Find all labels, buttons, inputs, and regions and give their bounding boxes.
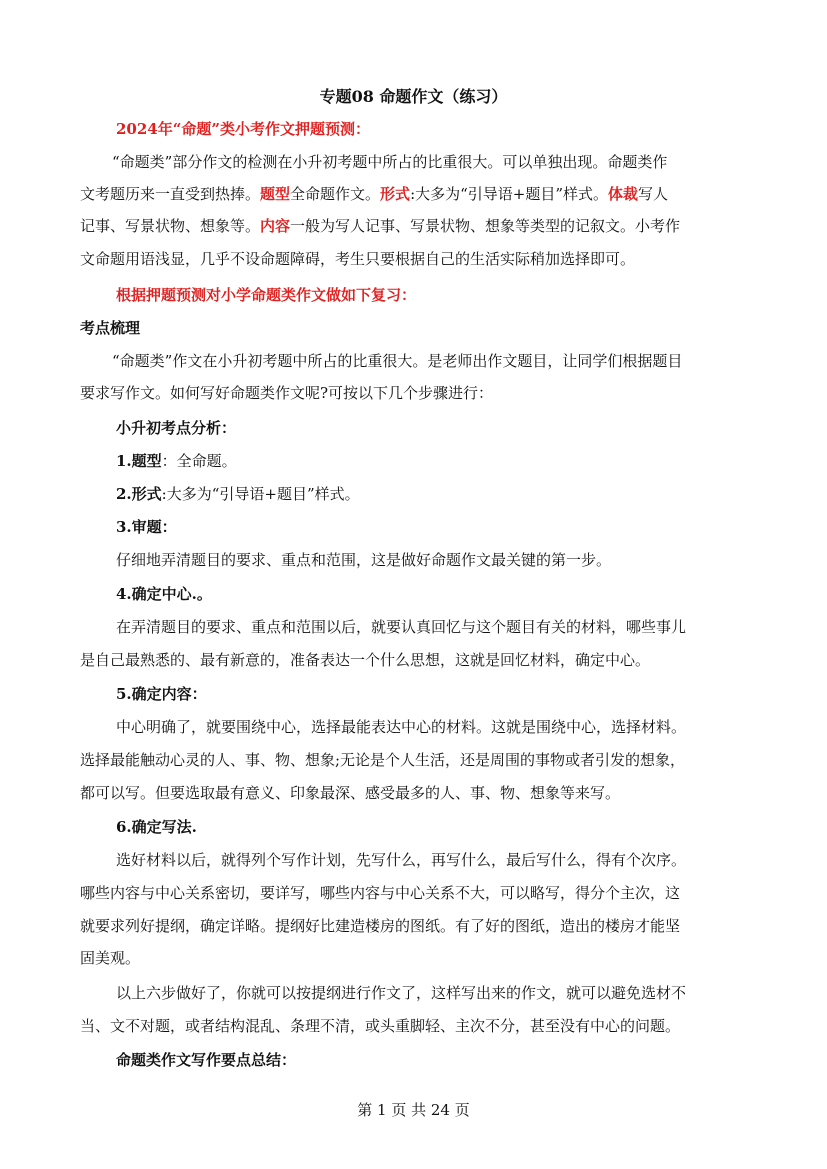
item-2: 2.形式:大多为“引导语+题目”样式。 [116,485,360,503]
section-para-line-2: 要求写作文。如何写好命题类作文呢?可按以下几个步骤进行： [80,384,494,402]
summary-line-1: 以上六步做好了，你就可以按提纲进行作文了，这样写出来的作文，就可以避免选材不 [116,984,687,1002]
item-4-label: 4.确定中心.。 [116,585,212,603]
item-5-line-1: 中心明确了，就要围绕中心，选择最能表达中心的材料。这就是围绕中心，选择材料。 [116,718,687,736]
item-6-line-4: 固美观。 [80,949,141,967]
section-heading: 考点梳理 [80,319,141,337]
prediction-heading: 2024年“命题”类小考作文押题预测： [116,120,371,138]
item-6-line-2: 哪些内容与中心关系密切，要详写，哪些内容与中心关系不大，可以略写，得分个主次，这 [80,884,681,902]
analysis-heading: 小升初考点分析： [116,419,237,437]
section-para-line-1: “命题类”作文在小升初考题中所占的比重很大。是老师出作文题目，让同学们根据题目 [112,352,683,370]
intro-line-4: 文命题用语浅显，几乎不设命题障碍，考生只要根据自己的生活实际稍加选择即可。 [80,250,636,268]
item-5-line-2: 选择最能触动心灵的人、事、物、想象;无论是个人生活，还是周围的事物或者引发的想象， [80,751,686,769]
item-6-line-1: 选好材料以后，就得列个写作计划，先写什么，再写什么，最后写什么，得有个次序。 [116,851,687,869]
summary-line-2: 当、文不对题，或者结构混乱、条理不清，或头重脚轻、主次不分，甚至没有中心的问题。 [80,1017,681,1035]
item-3-label: 3.审题： [116,518,177,536]
page-footer: 第 1 页 共 24 页 [357,1101,470,1119]
item-5-label: 5.确定内容： [116,685,207,703]
item-1: 1.题型：全命题。 [116,452,237,470]
intro-line-1: “命题类”部分作文的检测在小升初考题中所占的比重很大。可以单独出现。命题类作 [112,153,668,171]
intro-line-3: 记事、写景状物、想象等。内容一般为写人记事、写景状物、想象等类型的记叙文。小考作 [80,217,681,235]
item-6-label: 6.确定写法. [116,818,197,836]
intro-line-2: 文考题历来一直受到热捧。题型全命题作文。形式:大多为“引导语+题目”样式。体裁写人 [80,185,669,203]
item-5-line-3: 都可以写。但要选取最有意义、印象最深、感受最多的人、事、物、想象等来写。 [80,784,621,802]
review-heading: 根据押题预测对小学命题类作文做如下复习： [116,286,417,304]
item-4-line-1: 在弄清题目的要求、重点和范围以后，就要认真回忆与这个题目有关的材料，哪些事儿 [116,618,687,636]
summary-heading: 命题类作文写作要点总结： [116,1051,297,1069]
item-4-line-2: 是自己最熟悉的、最有新意的，准备表达一个什么思想，这就是回忆材料，确定中心。 [80,651,651,669]
item-3-text: 仔细地弄清题目的要求、重点和范围，这是做好命题作文最关键的第一步。 [116,551,612,569]
item-6-line-3: 就要求列好提纲，确定详略。提纲好比建造楼房的图纸。有了好的图纸，造出的楼房才能坚 [80,917,681,935]
document-title: 专题08 命题作文（练习） [319,87,508,106]
